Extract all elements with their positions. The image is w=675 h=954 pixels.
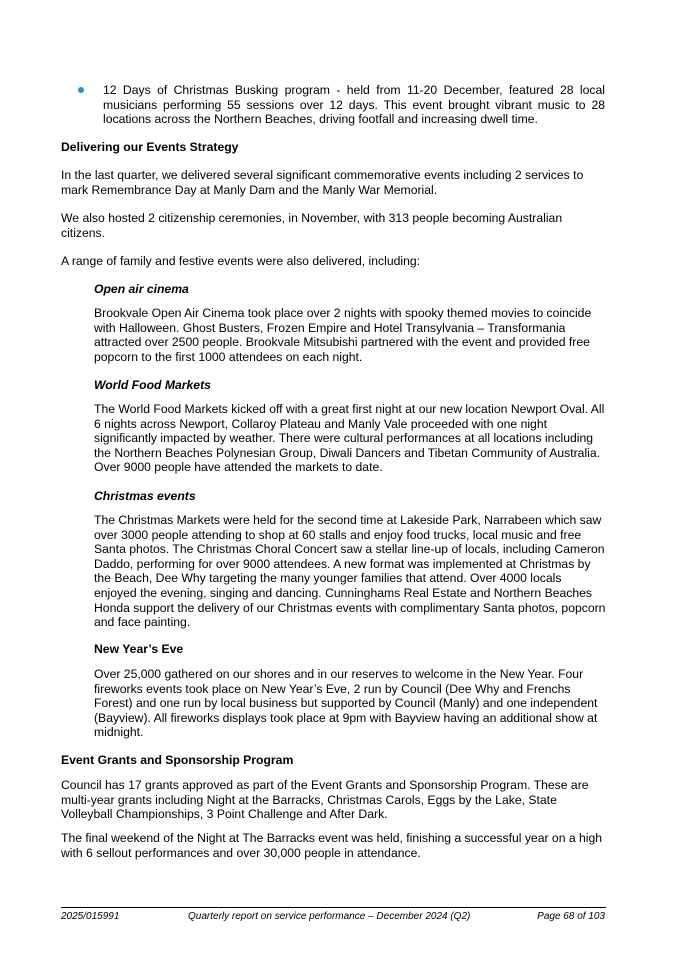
- open-air-cinema-heading: Open air cinema: [94, 282, 189, 296]
- world-food-markets-body: The World Food Markets kicked off with a great first night at our new location Newport Oval. All 6 nights across Newport, Collaroy Plateau and Manly Vale proceeded with one night significantly impacted by weather. There were cultural performances at all locations including the Northern Beaches Polynesian Group, Diwali Dancers and Tibetan Community of Australia. Over 9000 people have attended the markets to date.: [94, 402, 605, 475]
- christmas-events-body: The Christmas Markets were held for the second time at Lakeside Park, Narrabeen which saw over 3000 people attending to shop at 60 stalls and enjoy food trucks, local music and free Santa photos. The Christmas Choral Concert saw a stellar line-up of locals, including Cameron Daddo, performing for over 9000 attendees. A new format was implemented at Christmas by the Beach, Dee Why targeting the many younger families that attend. Over 4000 locals enjoyed the evening, singing and dancing. Cunninghams Real Estate and Northern Beaches Honda support the delivery of our Christmas events with complimentary Santa photos, popcorn and face painting.: [94, 513, 606, 630]
- busking-bullet-text: 12 Days of Christmas Busking program - held from 11-20 December, featured 28 local musicians performing 55 sessions over 12 days. This event brought vibrant music to 28 locations across the Northern Beaches, driving footfall and increasing dwell time.: [103, 83, 605, 127]
- grants-heading: Event Grants and Sponsorship Program: [61, 753, 294, 767]
- events-strategy-paragraph-2: We also hosted 2 citizenship ceremonies, in November, with 313 people becoming Australian citizens.: [61, 211, 563, 240]
- footer-title: Quarterly report on service performance – December 2024 (Q2): [188, 911, 471, 922]
- footer-page-number: Page 68 of 103: [537, 911, 605, 922]
- new-years-eve-heading: New Year’s Eve: [94, 642, 184, 656]
- new-years-eve-body: Over 25,000 gathered on our shores and in our reserves to welcome in the New Year. Four fireworks events took place on New Year’s Eve, 2 run by Council (Dee Why and Frenchs Forest) and one run by local business but supported by Council (Manly) and one independent (Bayview). All fireworks displays took place at 9pm with Bayview having an additional show at midnight.: [94, 667, 598, 740]
- footer-divider: [61, 907, 606, 908]
- christmas-events-heading: Christmas events: [94, 489, 196, 503]
- bullet-dot-icon: [78, 87, 84, 93]
- footer-doc-number: 2025/015991: [61, 911, 120, 922]
- events-strategy-paragraph-1: In the last quarter, we delivered several significant commemorative events including 2 services to mark Remembrance Day at Manly Dam and the Manly War Memorial.: [61, 168, 584, 197]
- world-food-markets-heading: World Food Markets: [94, 378, 211, 392]
- busking-bullet-item: [78, 83, 605, 127]
- events-strategy-heading: Delivering our Events Strategy: [61, 140, 239, 154]
- grants-paragraph-1: Council has 17 grants approved as part of the Event Grants and Sponsorship Program. These are multi-year grants including Night at the Barracks, Christmas Carols, Eggs by the Lake, State Volleyball Championships, 3 Point Challenge and After Dark.: [61, 778, 589, 822]
- events-strategy-paragraph-3: A range of family and festive events were also delivered, including:: [61, 254, 421, 268]
- grants-paragraph-2: The final weekend of the Night at The Barracks event was held, finishing a successful year on a high with 6 sellout performances and over 30,000 people in attendance.: [61, 831, 603, 860]
- open-air-cinema-body: Brookvale Open Air Cinema took place over 2 nights with spooky themed movies to coincide with Halloween. Ghost Busters, Frozen Empire and Hotel Transylvania – Transformania attracted over 2500 people. Brookvale Mitsubishi partnered with the event and provided free popcorn to the first 1000 attendees on each night.: [94, 306, 592, 364]
